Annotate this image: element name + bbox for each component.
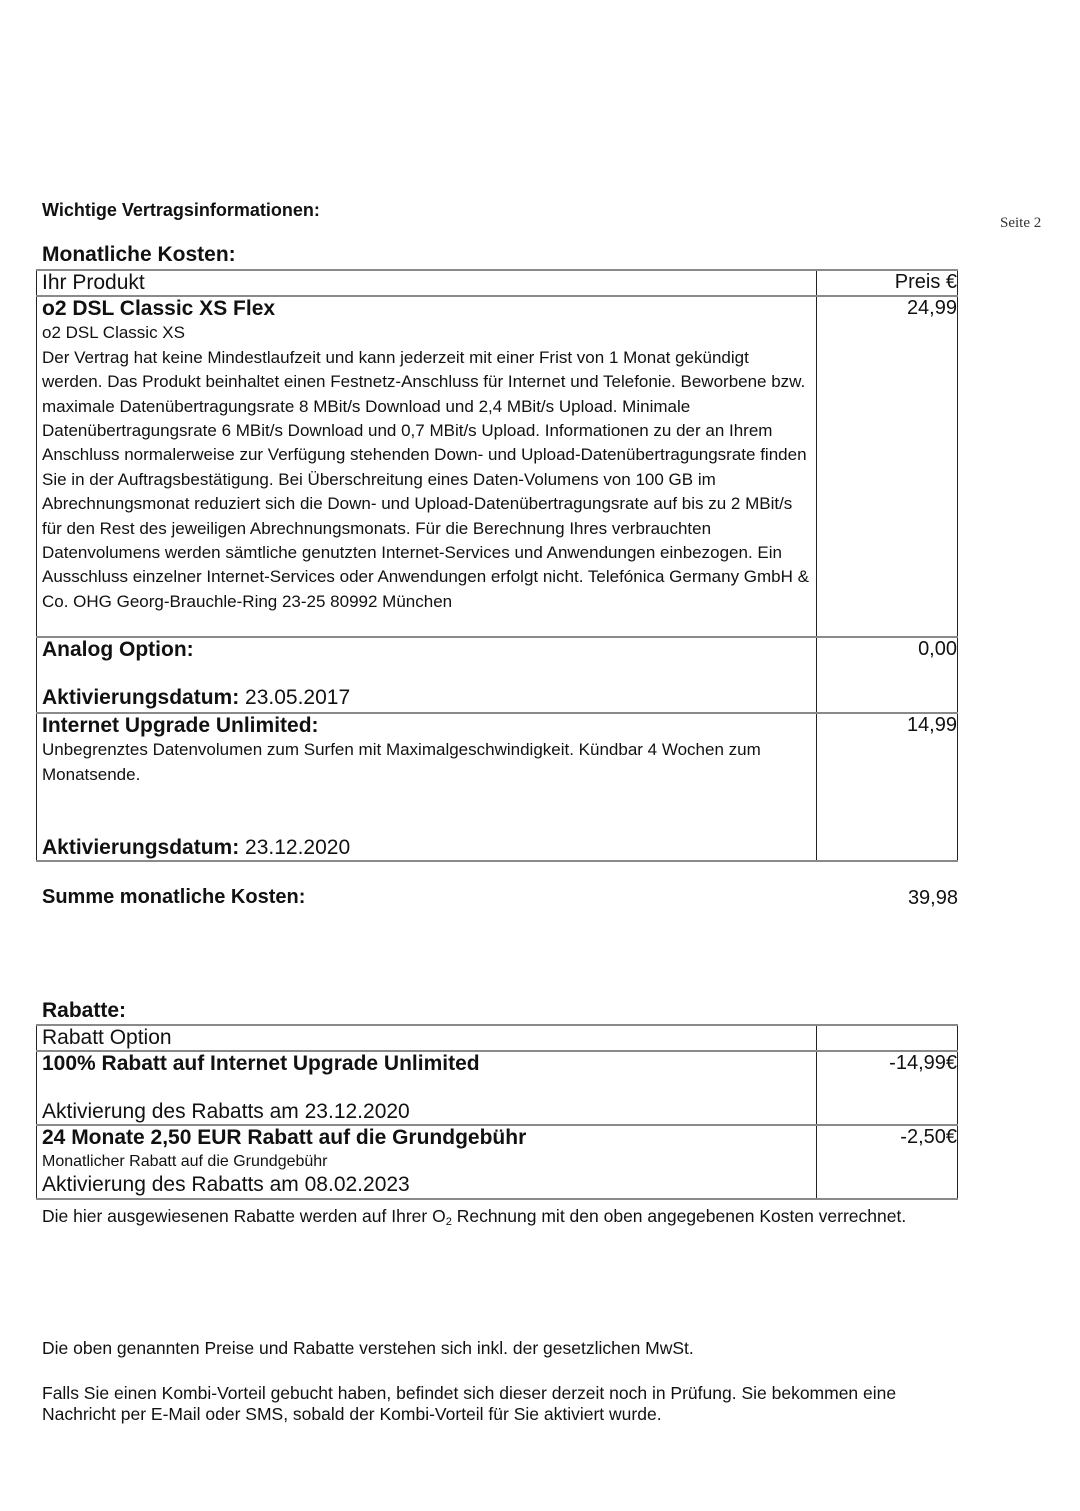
activation-label: Aktivierungsdatum: xyxy=(42,836,240,859)
discount-cell xyxy=(37,1051,817,1125)
total-label: Summe monatliche Kosten: xyxy=(42,886,306,908)
monthly-costs-heading: Monatliche Kosten: xyxy=(42,243,236,266)
option-price: 14,99 xyxy=(817,713,958,861)
option-name: Internet Upgrade Unlimited: xyxy=(42,714,319,738)
kombi-note: Falls Sie einen Kombi-Vorteil gebucht haben, befindet sich dieser derzeit noch in Prüfung. Sie bekommen eine Nachricht per E-Mail oder SMS, sobald der Kombi-Vorteil für Sie aktiviert wurde. xyxy=(42,1383,897,1424)
activation-date: 23.05.2017 xyxy=(245,686,351,710)
product-price: 24,99 xyxy=(817,296,958,637)
column-header-option: Rabatt Option xyxy=(37,1025,817,1051)
option-price: 0,00 xyxy=(817,637,958,713)
activation-label: Aktivierungsdatum: xyxy=(42,686,240,710)
table-header-row xyxy=(37,1025,958,1051)
vat-note: Die oben genannten Preise und Rabatte verstehen sich inkl. der gesetzlichen MwSt. xyxy=(42,1338,694,1358)
product-cell xyxy=(37,296,817,637)
product-subtitle: o2 DSL Classic XS xyxy=(42,323,185,343)
discount-activation: Aktivierung des Rabatts am 23.12.2020 xyxy=(42,1100,410,1124)
option-cell xyxy=(37,637,817,713)
table-row xyxy=(37,713,958,861)
discount-activation: Aktivierung des Rabatts am 08.02.2023 xyxy=(42,1172,410,1196)
column-header-price xyxy=(817,1025,958,1051)
product-name: o2 DSL Classic XS Flex xyxy=(42,297,276,321)
discounts-heading: Rabatte: xyxy=(42,999,127,1022)
discount-name: 24 Monate 2,50 EUR Rabatt auf die Grundgebühr xyxy=(42,1126,527,1150)
discounts-table xyxy=(36,1024,958,1200)
option-name: Analog Option: xyxy=(42,638,194,662)
total-value: 39,98 xyxy=(907,887,958,909)
discount-subtitle: Monatlicher Rabatt auf die Grundgebühr xyxy=(42,1152,328,1170)
table-row xyxy=(37,637,958,713)
option-cell xyxy=(37,713,817,861)
activation-line xyxy=(42,686,816,710)
column-header-product: Ihr Produkt xyxy=(37,270,817,296)
table-row xyxy=(37,1051,958,1125)
page-number: Seite 2 xyxy=(1000,215,1042,231)
product-description: Der Vertrag hat keine Mindestlaufzeit und kann jederzeit mit einer Frist von 1 Monat gekündigt werden. Das Produkt beinhaltet einen Festnetz-Anschluss für Internet und Telefonie. Beworbene bzw. maximale Datenübertragungsrate 8 MBit/s Download und 2,4 MBit/s Upload. Minimale Datenübertragungsrate 6 MBit/s Download und 0,7 MBit/s Upload. Informationen zu der an Ihrem Anschluss normalerweise zur Verfügung stehenden Down- und Upload-Datenübertragungsrate finden Sie in der Auftragsbestätigung. Bei Überschreitung eines Daten-Volumens von 100 GB im Abrechnungsmonat reduziert sich die Down- und Upload-Datenübertragungsrate auf bis zu 2 MBit/s für den Rest des jeweiligen Abrechnungsmonats. Für die Berechnung Ihres verbrauchten Datenvolumens werden sämtliche genutzten Internet-Services und Anwendungen einbezogen. Ein Ausschluss einzelner Internet-Services oder Anwendungen erfolgt nicht. Telefónica Germany GmbH & Co. OHG Georg-Brauchle-Ring 23-25 80992 München xyxy=(42,347,809,611)
table-row xyxy=(37,1125,958,1199)
table-row xyxy=(37,296,958,637)
discount-cell xyxy=(37,1125,817,1199)
discount-name: 100% Rabatt auf Internet Upgrade Unlimited xyxy=(42,1052,480,1076)
column-header-price: Preis € xyxy=(817,270,958,296)
discount-note: Die hier ausgewiesenen Rabatte werden auf Ihrer $O_2$ Rechnung mit den oben angegebenen Kosten verrechnet. xyxy=(42,1206,907,1228)
discount-price: -14,99€ xyxy=(817,1051,958,1125)
document-title: Wichtige Vertragsinformationen: xyxy=(42,200,320,220)
discount-price: -2,50€ xyxy=(817,1125,958,1199)
option-description: Unbegrenztes Datenvolumen zum Surfen mit Maximalgeschwindigkeit. Kündbar 4 Wochen zum Monatsende. xyxy=(42,740,761,784)
monthly-costs-table xyxy=(36,269,958,862)
activation-line xyxy=(42,836,350,860)
activation-date: 23.12.2020 xyxy=(245,836,351,859)
table-header-row xyxy=(37,270,958,296)
